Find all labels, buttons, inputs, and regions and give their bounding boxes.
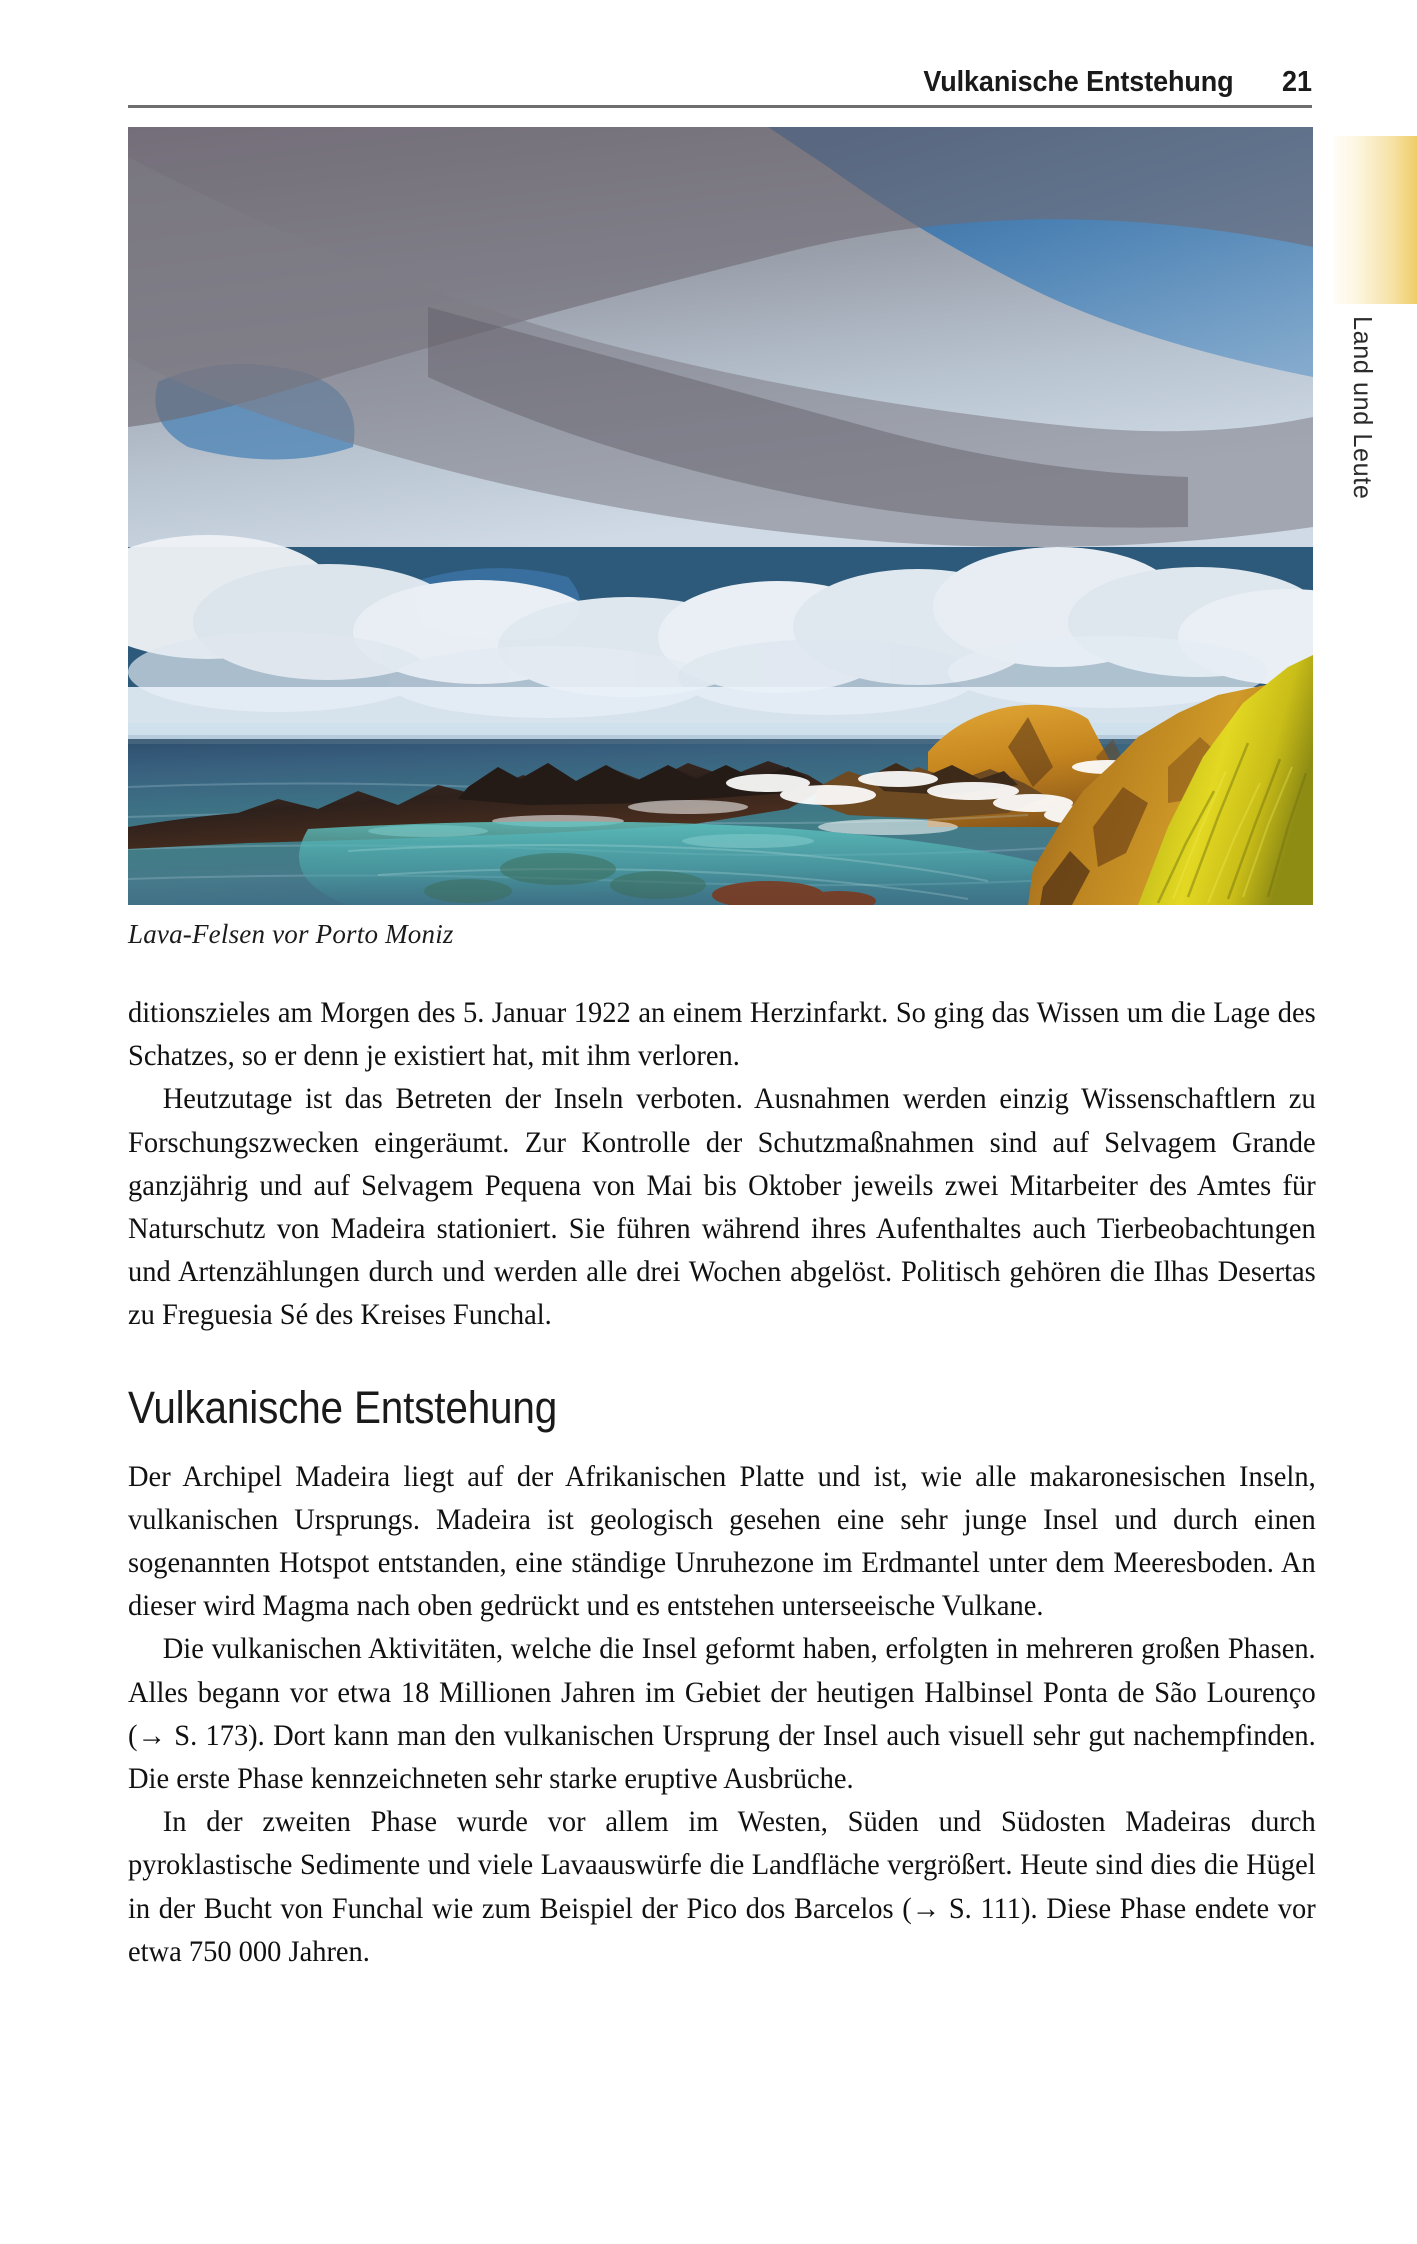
thumb-index-tab bbox=[1333, 136, 1417, 304]
paragraph-continuation: ditionszieles am Morgen des 5. Januar 1922 an einem Herzinfarkt. So ging das Wissen um die Lage des Schatzes, so er denn je existiert hat, mit ihm verloren. bbox=[128, 997, 1316, 1073]
side-tab-label: Land und Leute bbox=[1348, 316, 1378, 500]
running-head-title: Vulkanische Entstehung bbox=[923, 66, 1234, 98]
spacer-before-heading bbox=[128, 1338, 1316, 1382]
page-number: 21 bbox=[1281, 66, 1312, 98]
paragraph-archipelago-origin: Der Archipel Madeira liegt auf der Afrikanischen Platte und ist, wie alle makaronesischen Inseln, vulkanischen Ursprungs. Madeira ist geologisch gesehen eine sehr junge Insel und durch einen sogenannten Hotspot entstanden, eine ständige Unruhezone im Erdmantel unter dem Meeresboden. An dieser wird Magma nach oben gedrückt und es entstehen unterseeische Vulkane. bbox=[128, 1460, 1316, 1623]
paragraph-restrictions: Heutzutage ist das Betreten der Inseln verboten. Ausnahmen werden einzig Wissenschaftlern zu Forschungszwecken eingeräumt. Zur Kontrolle der Schutzmaßnahmen sind auf Selvagem Grande ganzjährig und auf Selvagem Pequena von Mai bis Oktober jeweils zwei Mitarbeiter des Amtes für Naturschutz von Madeira stationiert. Sie führen während ihres Aufenthaltes auch Tierbeobachtungen und Artenzählungen durch und werden alle drei Wochen abgelöst. Politisch gehören die Ilhas Desertas zu Freguesia Sé des Kreises Funchal. bbox=[128, 1083, 1316, 1332]
figure-photo bbox=[128, 127, 1313, 905]
section-heading: Vulkanische Entstehung bbox=[128, 1381, 558, 1433]
paragraph-volcanic-phases: Die vulkanischen Aktivitäten, welche die Insel geformt haben, erfolgten in mehreren großen Phasen. Alles begann vor etwa 18 Millionen Jahren im Gebiet der heutigen Halbinsel Ponta de São Lourenço (→ S. 173). Dort kann man den vulkanischen Ursprung der Insel auch visuell sehr gut nachempfinden. Die erste Phase kennzeichneten sehr starke eruptive Ausbrüche. bbox=[128, 1633, 1316, 1796]
body-text-column bbox=[128, 992, 1316, 1974]
running-head bbox=[128, 58, 1312, 108]
spacer-after-heading bbox=[128, 1434, 1316, 1456]
paragraph-second-phase: In der zweiten Phase wurde vor allem im Westen, Süden und Südosten Madeiras durch pyroklastische Sedimente und viele Lavaauswürfe die Landfläche vergrößert. Heute sind dies die Hügel in der Bucht von Funchal wie zum Beispiel der Pico dos Barcelos (→ S. 111). Diese Phase endete vor etwa 750 000 Jahren. bbox=[128, 1806, 1316, 1968]
photo-artwork bbox=[128, 127, 1313, 905]
figure-caption: Lava-Felsen vor Porto Moniz bbox=[128, 919, 454, 949]
